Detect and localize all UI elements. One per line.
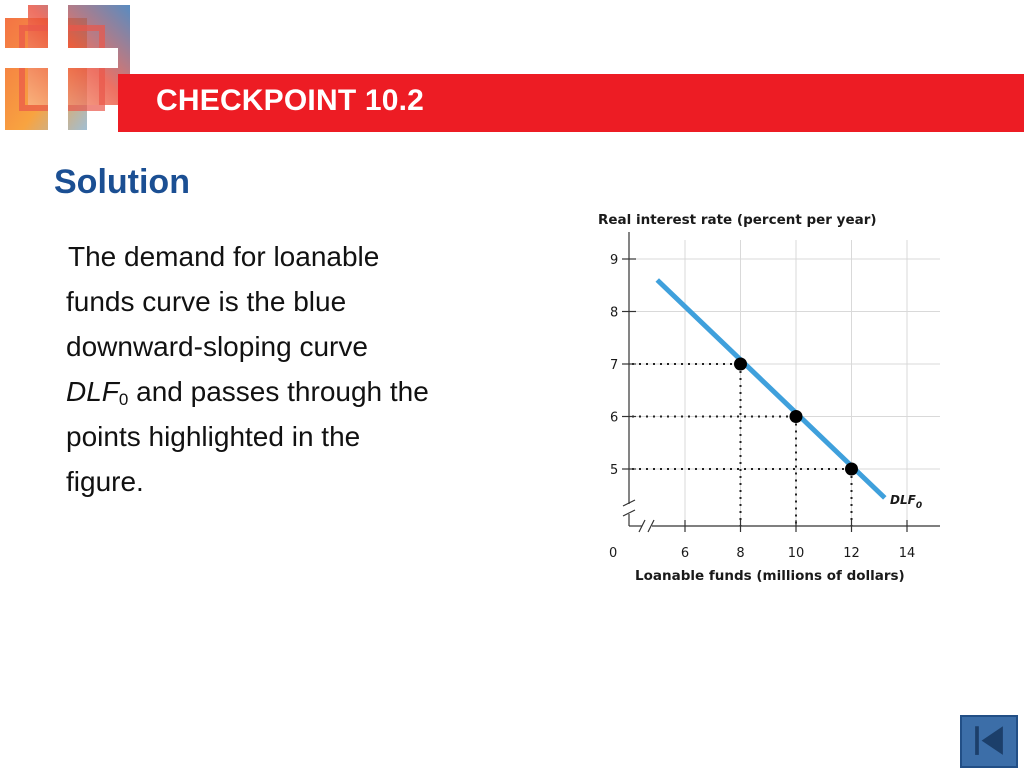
y-tick-label-9: 9 — [610, 253, 619, 268]
curve-name: DLF — [66, 376, 119, 407]
y-axis-break — [623, 500, 635, 516]
data-point-2 — [790, 410, 803, 423]
x-axis-label: Loanable funds (millions of dollars) — [635, 568, 905, 584]
text-line-6: figure. — [66, 466, 144, 497]
solution-text — [66, 234, 526, 504]
solution-heading: Solution — [54, 163, 190, 201]
series-label-name: DLF — [890, 493, 916, 507]
text-line-5: points highlighted in the — [66, 421, 361, 452]
slide-title: CHECKPOINT 10.2 — [156, 84, 425, 117]
text-line-1: The demand for loanable — [68, 241, 380, 272]
text-line-4-rest: and passes through the — [128, 376, 429, 407]
back-button[interactable] — [960, 715, 1018, 768]
skip-back-icon — [962, 717, 1016, 766]
x-tick-label-12: 12 — [843, 546, 860, 561]
y-tick-label-8: 8 — [610, 305, 619, 321]
y-tick-label-5: 5 — [610, 463, 619, 478]
series-label — [890, 493, 922, 511]
chart-axes — [623, 232, 940, 532]
text-line-3: downward-sloping curve — [66, 331, 368, 362]
text-line-2: funds curve is the blue — [66, 286, 347, 317]
x-tick-label-10: 10 — [787, 546, 805, 561]
publisher-logo — [0, 0, 135, 132]
origin-label: 0 — [609, 546, 618, 561]
curve-subscript: 0 — [118, 390, 129, 409]
loanable-funds-chart — [590, 200, 950, 595]
x-tick-label-14: 14 — [898, 546, 916, 561]
text-line-4 — [66, 369, 526, 414]
y-tick-label-6: 6 — [610, 410, 619, 426]
data-point-3 — [845, 463, 858, 476]
x-tick-label-6: 6 — [680, 546, 690, 561]
series-label-subscript: 0 — [915, 501, 923, 511]
y-tick-label-7: 7 — [610, 358, 619, 373]
data-point-1 — [734, 358, 747, 371]
chart-guides — [632, 364, 852, 526]
chart-ticks — [610, 253, 915, 561]
y-axis-label: Real interest rate (percent per year) — [598, 212, 877, 228]
chart-series — [657, 280, 885, 498]
chart-grid — [629, 240, 940, 526]
x-tick-label-8: 8 — [736, 546, 745, 561]
